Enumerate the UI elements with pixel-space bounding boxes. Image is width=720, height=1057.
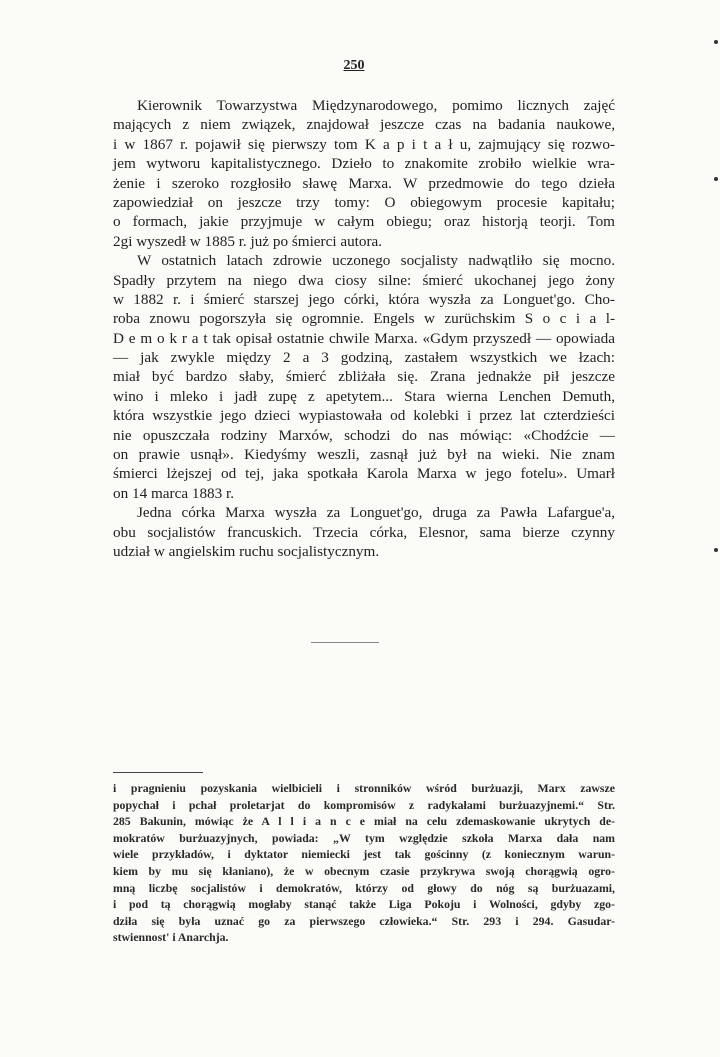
text-line: miał być bardzo słaby, śmierć zbliżała się. Zrana jednakże pił jeszcze	[113, 368, 615, 386]
text-line: obu socjalistów francuskich. Trzecia córka, Elesnor, sama bierze czynny	[113, 523, 615, 541]
text-line: i w 1867 r. pojawił się pierwszy tom K a p i t a ł u, zajmujący się rozwo-	[113, 135, 615, 153]
text-line: Kierownik Towarzystwa Międzynarodowego, pomimo licznych zajęć	[137, 97, 615, 114]
paragraph-1	[113, 96, 615, 251]
text-line: o formach, jakie przyjmuje w całym obiegu; oraz historją teorji. Tom	[113, 213, 615, 231]
text-line: — jak zwykle między 2 a 3 godziną, zastałem wszystkich we łzach:	[113, 349, 615, 367]
text-line: 2gi wyszedł w 1885 r. już po śmierci autora.	[113, 232, 383, 250]
paragraph-2	[113, 251, 615, 503]
text-line: udział w angielskim ruchu socjalistycznym.	[113, 542, 380, 560]
text-line: w 1882 r. i śmierć starszej jego córki, która wyszła za Longuet'go. Cho-	[113, 290, 615, 308]
footnote-line: kiem by mu się kłaniano), że w obecnym czasie przykrywa swoją chorągwią ogro-	[113, 863, 615, 878]
text-line: jem wytworu kapitalistycznego. Dzieło to znakomite zrobiło wielkie wra-	[113, 155, 615, 173]
footnote-line: mną liczbę socjalistów i demokratów, którzy od głowy do nóg są burżuazami,	[113, 880, 615, 895]
text-line: żenie i szeroko rozgłosiło sławę Marxa. W przedmowie do tego dzieła	[113, 174, 615, 192]
text-line: która wszystkie jego dzieci wypiastowała od kolebki i przez lat czterdzieści	[113, 407, 615, 425]
text-line: nie opuszczała rodziny Marxów, schodzi do nas mówiąc: «Chodźcie —	[113, 426, 615, 444]
footnote-line: 285 Bakunin, mówiąc że A l l i a n c e miał na celu zdemaskowanie ukrytych de-	[113, 814, 615, 829]
text-line: W ostatnich latach zdrowie uczonego socjalisty nadwątliło się mocno.	[137, 252, 615, 270]
paragraph-3	[113, 503, 615, 561]
footnote-line: stwiennost' i Anarchja.	[113, 930, 229, 945]
footnote-line: i pod tą chorągwią mogłaby stanąć także Liga Pokoju i Wolności, gdyby zgo-	[113, 897, 615, 912]
scan-speck	[714, 177, 718, 181]
footnote-line: i pragnieniu pozyskania wielbicieli i stronników wśród burżuazji, Marx zawsze	[113, 781, 615, 795]
section-divider	[311, 642, 379, 643]
footnote-line: popychał i pchał proletarjat do kompromisów z radykałami burżuazyjnemi.“ Str.	[113, 797, 615, 812]
text-line: Spadły przytem na niego dwa ciosy silne: śmierć ukochanej jego żony	[113, 271, 615, 289]
footnote-line: wiele przykładów, i dyktator niemiecki jest tak gościnny (z koniecznym warun-	[113, 847, 615, 862]
footnote-line: dziła się była uznać go za pierwszego człowieka.“ Str. 293 i 294. Gasudar-	[113, 913, 615, 928]
text-line: zapowiedział on jeszcze trzy tomy: O obiegowym procesie kapitału;	[113, 193, 615, 211]
page-number: 250	[343, 58, 365, 73]
text-line: Jedna córka Marxa wyszła za Longuet'go, druga za Pawła Lafargue'a,	[137, 504, 615, 522]
scan-speck	[714, 40, 718, 44]
text-line: D e m o k r a t tak opisał ostatnie chwile Marxa. «Gdym przyszedł — opowiada	[113, 329, 615, 347]
text-line: on prawie usnął». Kiedyśmy weszli, zasnął już był na wieki. Nie znam	[113, 446, 615, 464]
footnote-rule	[113, 772, 203, 773]
text-line: wino i mleko i jadł zupę z apetytem... Stara wierna Lenchen Demuth,	[113, 387, 615, 405]
footnote-line: mokratów burżuazyjnych, powiada: „W tym względzie szkoła Marxa dała nam	[113, 830, 615, 845]
text-line: mających z niem związek, znajdował jeszcze czas na badania naukowe,	[113, 116, 615, 134]
footnotes	[113, 780, 615, 946]
text-line: śmierci lżejszej od tej, jaka spotkała Karola Marxa w jego fotelu». Umarł	[113, 465, 615, 483]
text-line: on 14 marca 1883 r.	[113, 484, 235, 502]
main-text	[113, 96, 615, 561]
text-line: roba znowu pogorszyła się ogromnie. Engels w zurüchskim S o c i a l-	[113, 310, 615, 328]
scan-speck	[714, 548, 718, 552]
